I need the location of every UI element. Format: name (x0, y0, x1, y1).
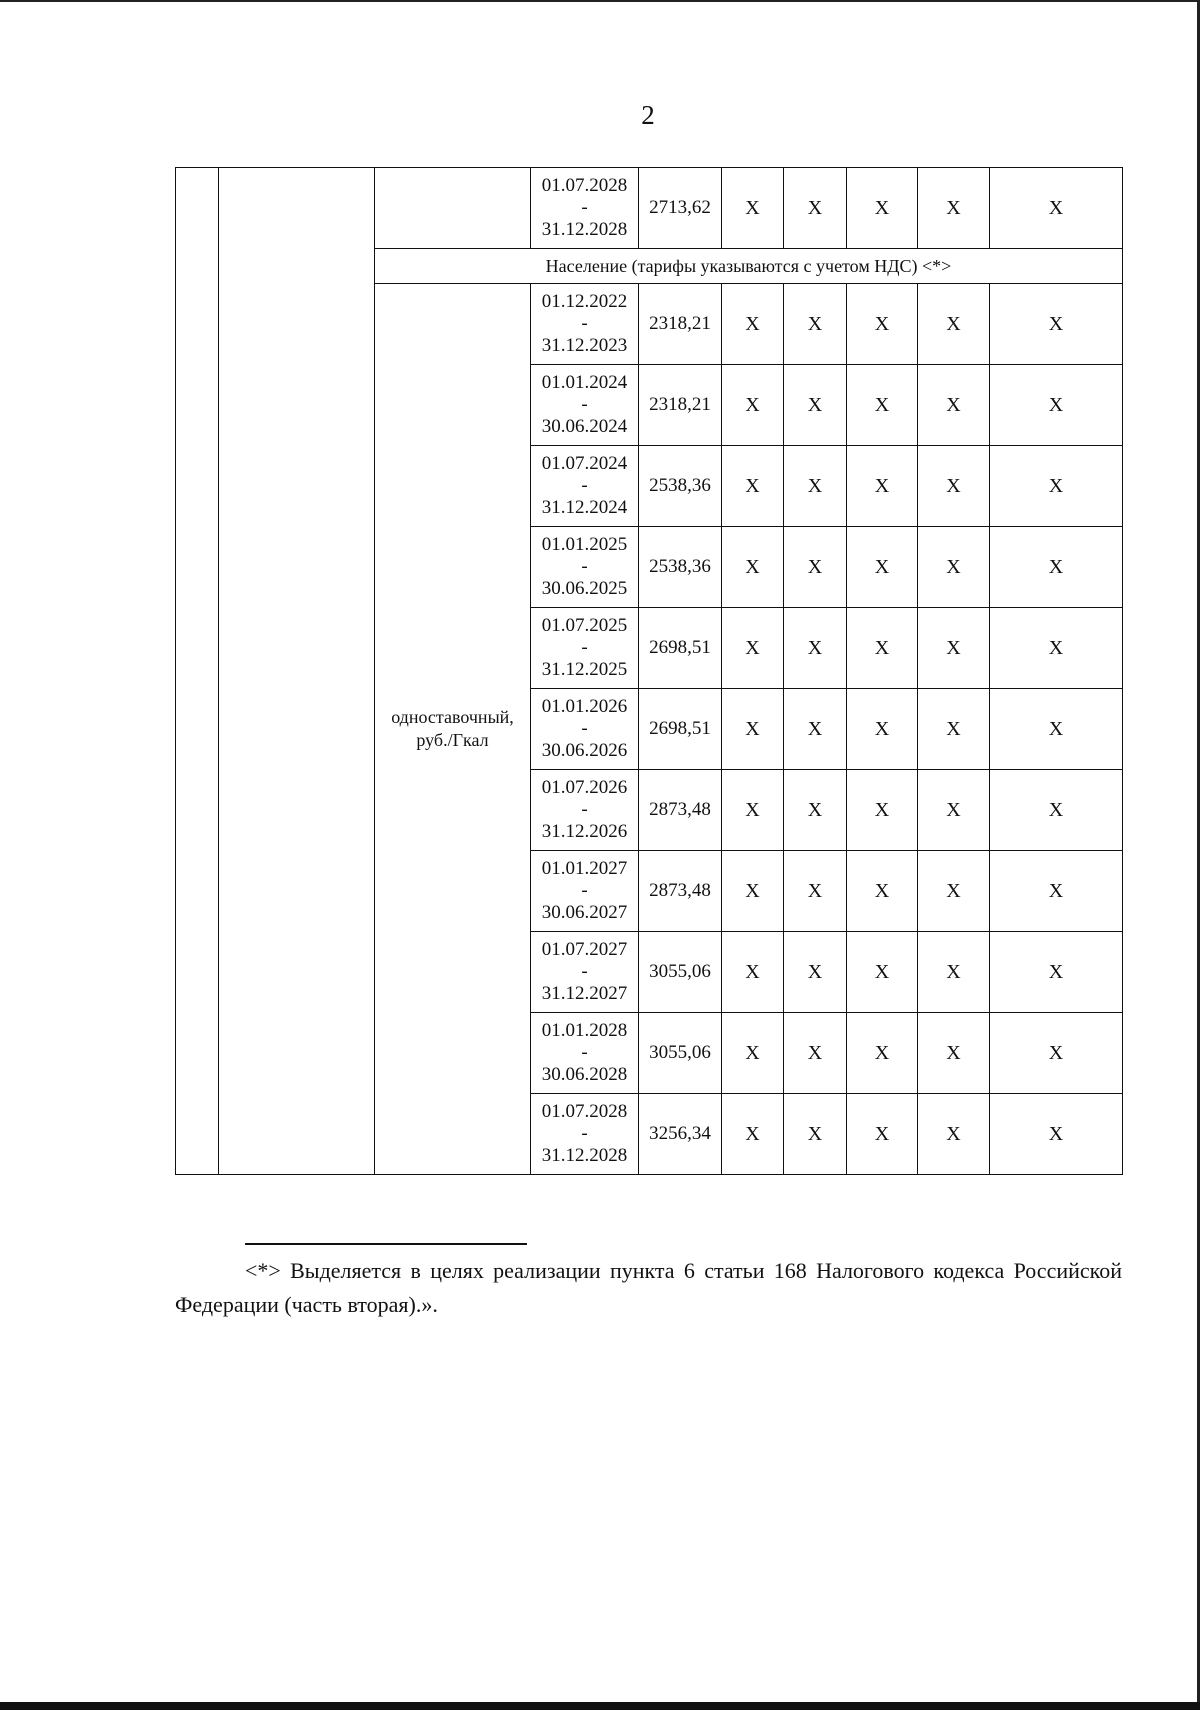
mark-cell: X (722, 1013, 784, 1094)
mark-cell: X (784, 851, 847, 932)
mark-cell: X (990, 689, 1123, 770)
section-title: Население (тарифы указываются с учетом НДС) <*> (375, 249, 1123, 284)
mark-cell: X (784, 1094, 847, 1175)
mark-cell: X (990, 770, 1123, 851)
mark-cell: X (722, 365, 784, 446)
period-start: 01.01.2028 (541, 1020, 628, 1041)
period-end: 31.12.2023 (541, 335, 628, 356)
mark-cell: X (918, 365, 990, 446)
mark-cell: X (847, 770, 918, 851)
period-start: 01.01.2025 (541, 534, 628, 555)
empty-cell-col3 (375, 168, 531, 249)
tariff-value: 2873,48 (639, 770, 722, 851)
mark-cell: X (918, 770, 990, 851)
mark-cell: X (722, 527, 784, 608)
mark-cell: X (918, 527, 990, 608)
tariff-value: 3256,34 (639, 1094, 722, 1175)
empty-cell-col2 (219, 168, 375, 1175)
period-dash: - (581, 313, 588, 334)
mark-cell: X (847, 365, 918, 446)
mark-cell: X (847, 284, 918, 365)
mark-cell: X (918, 446, 990, 527)
unit-label (375, 284, 531, 1175)
period-cell (531, 932, 639, 1013)
mark-cell: X (784, 446, 847, 527)
period-dash: - (581, 197, 588, 218)
period-dash: - (581, 475, 588, 496)
period-end: 31.12.2027 (541, 983, 628, 1004)
period-start: 01.07.2028 (541, 175, 628, 196)
tariff-value: 2538,36 (639, 527, 722, 608)
unit-label-line1: одноставочный, (391, 707, 514, 727)
period-start: 01.07.2028 (541, 1101, 628, 1122)
mark-cell: X (722, 770, 784, 851)
mark-cell: X (722, 284, 784, 365)
mark-cell: X (990, 851, 1123, 932)
tariff-value: 2713,62 (639, 168, 722, 249)
period-dash: - (581, 637, 588, 658)
mark-cell: X (990, 168, 1123, 249)
scan-edge-bottom (0, 1702, 1200, 1710)
period-end: 30.06.2024 (541, 416, 628, 437)
period-end: 30.06.2026 (541, 740, 628, 761)
mark-cell: X (918, 608, 990, 689)
mark-cell: X (722, 608, 784, 689)
period-dash: - (581, 556, 588, 577)
tariff-value: 2318,21 (639, 365, 722, 446)
footnote-separator (245, 1243, 527, 1245)
mark-cell: X (918, 284, 990, 365)
mark-cell: X (990, 608, 1123, 689)
mark-cell: X (990, 284, 1123, 365)
period-start: 01.12.2022 (541, 291, 628, 312)
mark-cell: X (784, 365, 847, 446)
mark-cell: X (918, 168, 990, 249)
period-start: 01.01.2027 (541, 858, 628, 879)
mark-cell: X (918, 932, 990, 1013)
mark-cell: X (918, 851, 990, 932)
mark-cell: X (722, 1094, 784, 1175)
mark-cell: X (722, 446, 784, 527)
mark-cell: X (847, 527, 918, 608)
period-cell (531, 851, 639, 932)
mark-cell: X (784, 527, 847, 608)
tariff-value: 2698,51 (639, 689, 722, 770)
period-cell (531, 284, 639, 365)
period-start: 01.01.2026 (541, 696, 628, 717)
mark-cell: X (722, 168, 784, 249)
mark-cell: X (847, 689, 918, 770)
period-dash: - (581, 394, 588, 415)
mark-cell: X (722, 689, 784, 770)
mark-cell: X (722, 851, 784, 932)
period-end: 30.06.2028 (541, 1064, 628, 1085)
tariff-value: 2698,51 (639, 608, 722, 689)
mark-cell: X (784, 689, 847, 770)
period-cell (531, 770, 639, 851)
period-dash: - (581, 799, 588, 820)
table-row (176, 168, 1123, 249)
period-end: 31.12.2028 (541, 1145, 628, 1166)
period-cell (531, 1094, 639, 1175)
mark-cell: X (847, 168, 918, 249)
tariff-value: 3055,06 (639, 932, 722, 1013)
mark-cell: X (784, 608, 847, 689)
mark-cell: X (722, 932, 784, 1013)
mark-cell: X (847, 851, 918, 932)
period-end: 30.06.2025 (541, 578, 628, 599)
period-cell (531, 446, 639, 527)
mark-cell: X (990, 446, 1123, 527)
period-cell (531, 689, 639, 770)
mark-cell: X (918, 1094, 990, 1175)
page-number: 2 (641, 100, 655, 130)
period-end: 31.12.2025 (541, 659, 628, 680)
period-cell (531, 527, 639, 608)
period-cell (531, 608, 639, 689)
period-dash: - (581, 718, 588, 739)
period-cell (531, 365, 639, 446)
mark-cell: X (784, 1013, 847, 1094)
tariff-table (175, 167, 1123, 1175)
period-end: 30.06.2027 (541, 902, 628, 923)
period-start: 01.07.2027 (541, 939, 628, 960)
mark-cell: X (847, 446, 918, 527)
period-start: 01.07.2026 (541, 777, 628, 798)
period-end: 31.12.2024 (541, 497, 628, 518)
footnote: <*> Выделяется в целях реализации пункта 6 статьи 168 Налогового кодекса Российской Федерации (часть вторая).». (175, 1258, 1122, 1317)
mark-cell: X (918, 689, 990, 770)
tariff-value: 2873,48 (639, 851, 722, 932)
period-start: 01.07.2025 (541, 615, 628, 636)
period-dash: - (581, 1123, 588, 1144)
mark-cell: X (990, 527, 1123, 608)
mark-cell: X (784, 168, 847, 249)
period-cell (531, 168, 639, 249)
period-dash: - (581, 880, 588, 901)
period-cell (531, 1013, 639, 1094)
mark-cell: X (784, 932, 847, 1013)
period-dash: - (581, 1042, 588, 1063)
period-end: 31.12.2028 (541, 219, 628, 240)
tariff-value: 2538,36 (639, 446, 722, 527)
mark-cell: X (990, 932, 1123, 1013)
mark-cell: X (784, 284, 847, 365)
period-end: 31.12.2026 (541, 821, 628, 842)
mark-cell: X (990, 365, 1123, 446)
period-start: 01.01.2024 (541, 372, 628, 393)
tariff-value: 2318,21 (639, 284, 722, 365)
unit-label-line2: руб./Гкал (416, 730, 489, 750)
scan-edge-top (0, 0, 1200, 2)
mark-cell: X (784, 770, 847, 851)
mark-cell: X (990, 1094, 1123, 1175)
mark-cell: X (847, 1094, 918, 1175)
mark-cell: X (847, 1013, 918, 1094)
mark-cell: X (990, 1013, 1123, 1094)
empty-cell-col1 (176, 168, 219, 1175)
mark-cell: X (847, 932, 918, 1013)
mark-cell: X (847, 608, 918, 689)
period-start: 01.07.2024 (541, 453, 628, 474)
tariff-value: 3055,06 (639, 1013, 722, 1094)
mark-cell: X (918, 1013, 990, 1094)
period-dash: - (581, 961, 588, 982)
